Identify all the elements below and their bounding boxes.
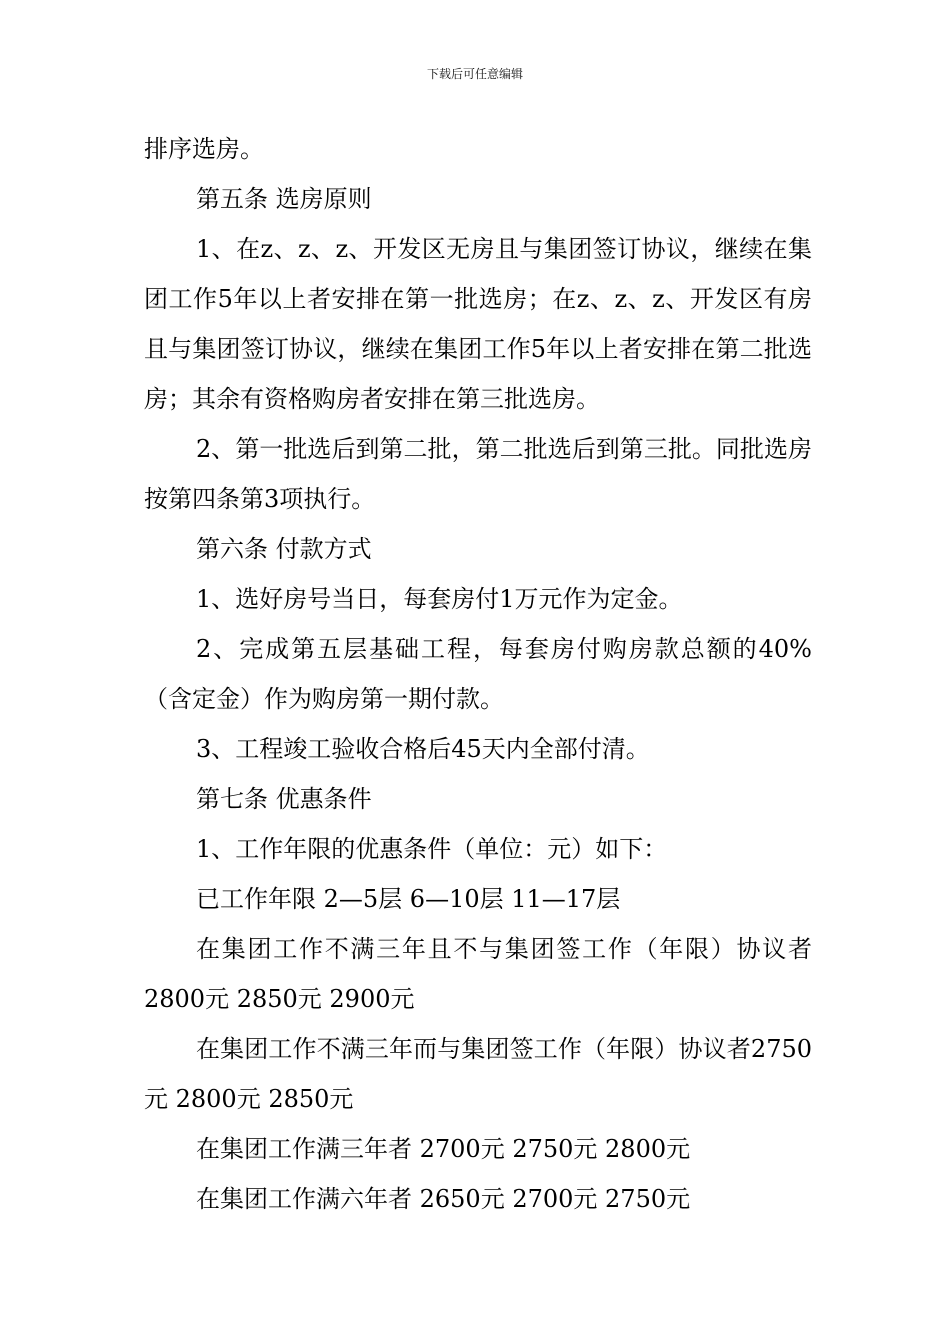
section-heading-article-6: 第六条 付款方式 [196,535,372,563]
paragraph-article-6-item-1: 1、选好房号当日，每套房付1万元作为定金。 [196,585,683,613]
table-header-row: 已工作年限 2—5层 6—10层 11—17层 [196,885,621,913]
section-heading-article-7: 第七条 优惠条件 [196,785,372,813]
paragraph-article-5-item-2: 2、第一批选后到第二批，第二批选后到第三批。同批选房按第四条第3项执行。 [144,435,812,513]
document-body [144,124,812,1224]
paragraph-article-6-item-2: 2、完成第五层基础工程，每套房付购房款总额的40%（含定金）作为购房第一期付款。 [144,635,812,713]
table-row: 在集团工作满三年者 2700元 2750元 2800元 [196,1135,691,1163]
table-row: 在集团工作不满三年且不与集团签工作（年限）协议者 2800元 2850元 2900元 [144,935,812,1013]
table-row: 在集团工作不满三年而与集团签工作（年限）协议者2750元 2800元 2850元 [144,1035,812,1113]
paragraph-intro: 排序选房。 [144,135,264,163]
section-heading-article-5: 第五条 选房原则 [196,185,372,213]
page-header: 下载后可任意编辑 [426,67,523,81]
paragraph-article-7-item-1: 1、工作年限的优惠条件（单位：元）如下： [196,835,668,863]
paragraph-article-5-item-1: 1、在z、z、z、开发区无房且与集团签订协议，继续在集团工作5年以上者安排在第一批选房；在z、z、z、开发区有房且与集团签订协议，继续在集团工作5年以上者安排在第二批选房；其余有资格购房者安排在第三批选房。 [144,235,812,413]
paragraph-article-6-item-3: 3、工程竣工验收合格后45天内全部付清。 [196,735,650,763]
table-row: 在集团工作满六年者 2650元 2700元 2750元 [196,1185,691,1213]
